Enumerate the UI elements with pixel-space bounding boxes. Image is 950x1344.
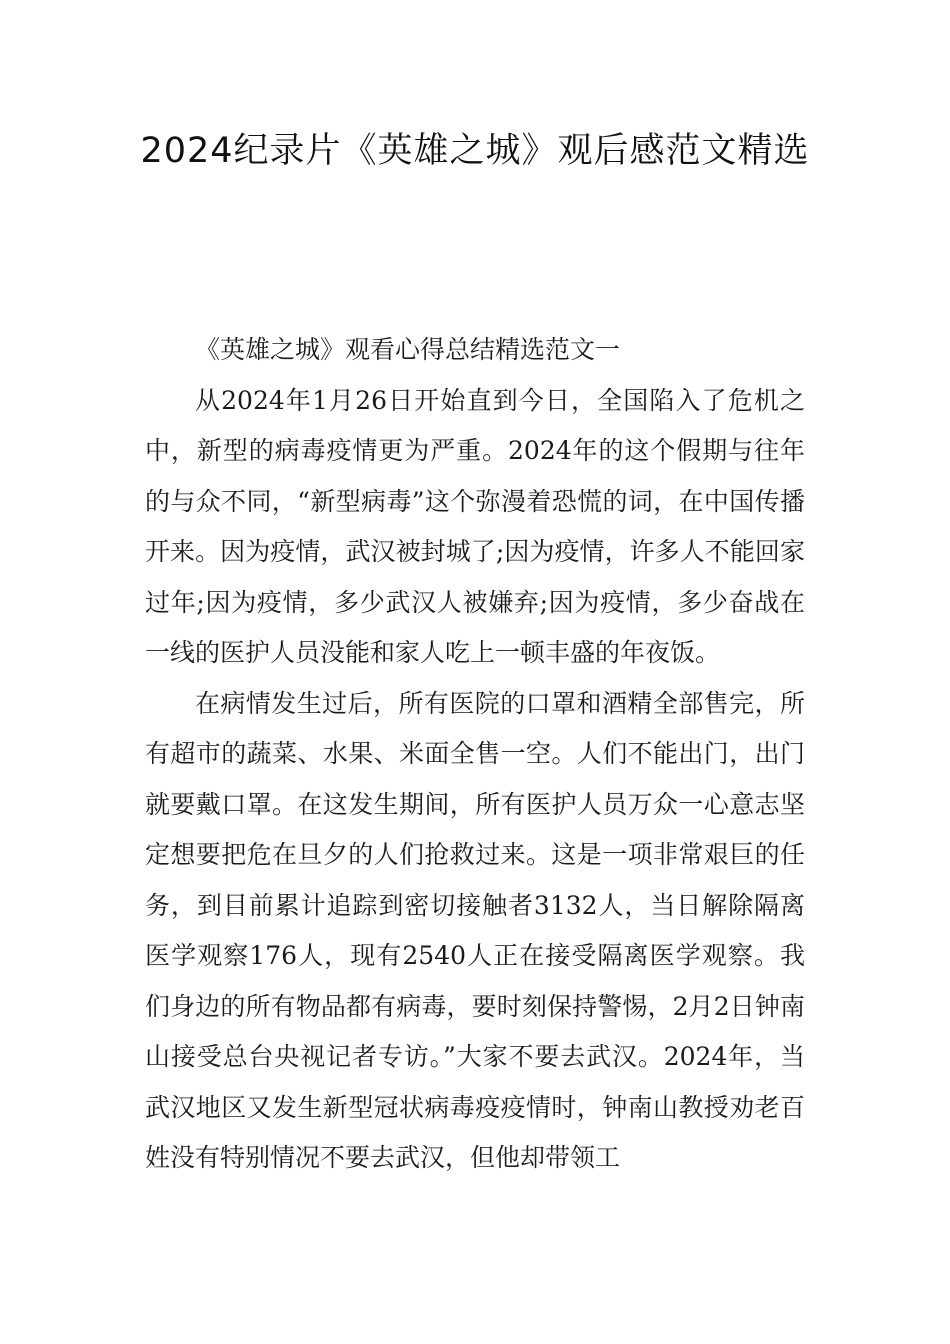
section-heading: 《英雄之城》观看心得总结精选范文一 (195, 335, 621, 364)
document-body (145, 325, 805, 1184)
document-title: 2024纪录片《英雄之城》观后感范文精选 (140, 131, 810, 171)
paragraph-1: 从2024年1月26日开始直到今日，全国陷入了危机之中，新型的病毒疫情更为严重。2024年的这个假期与往年的与众不同，“新型病毒”这个弥漫着恐慌的词，在中国传播开来。因为疫情，武汉被封城了;因为疫情，许多人不能回家过年;因为疫情，多少武汉人被嫌弃;因为疫情，多少奋战在一线的医护人员没能和家人吃上一顿丰盛的年夜饭。 (145, 385, 805, 667)
paragraph-2: 在病情发生过后，所有医院的口罩和酒精全部售完，所有超市的蔬菜、水果、米面全售一空。人们不能出门，出门就要戴口罩。在这发生期间，所有医护人员万众一心意志坚定想要把危在旦夕的人们抢救过来。这是一项非常艰巨的任务，到目前累计追踪到密切接触者3132人，当日解除隔离医学观察176人，现有2540人正在接受隔离医学观察。我们身边的所有物品都有病毒，要时刻保持警惕，2月2日钟南山接受总台央视记者专访。”大家不要去武汉。2024年，当武汉地区又发生新型冠状病毒疫疫情时，钟南山教授劝老百姓没有特别情况不要去武汉，但他却带领工 (145, 688, 805, 1172)
